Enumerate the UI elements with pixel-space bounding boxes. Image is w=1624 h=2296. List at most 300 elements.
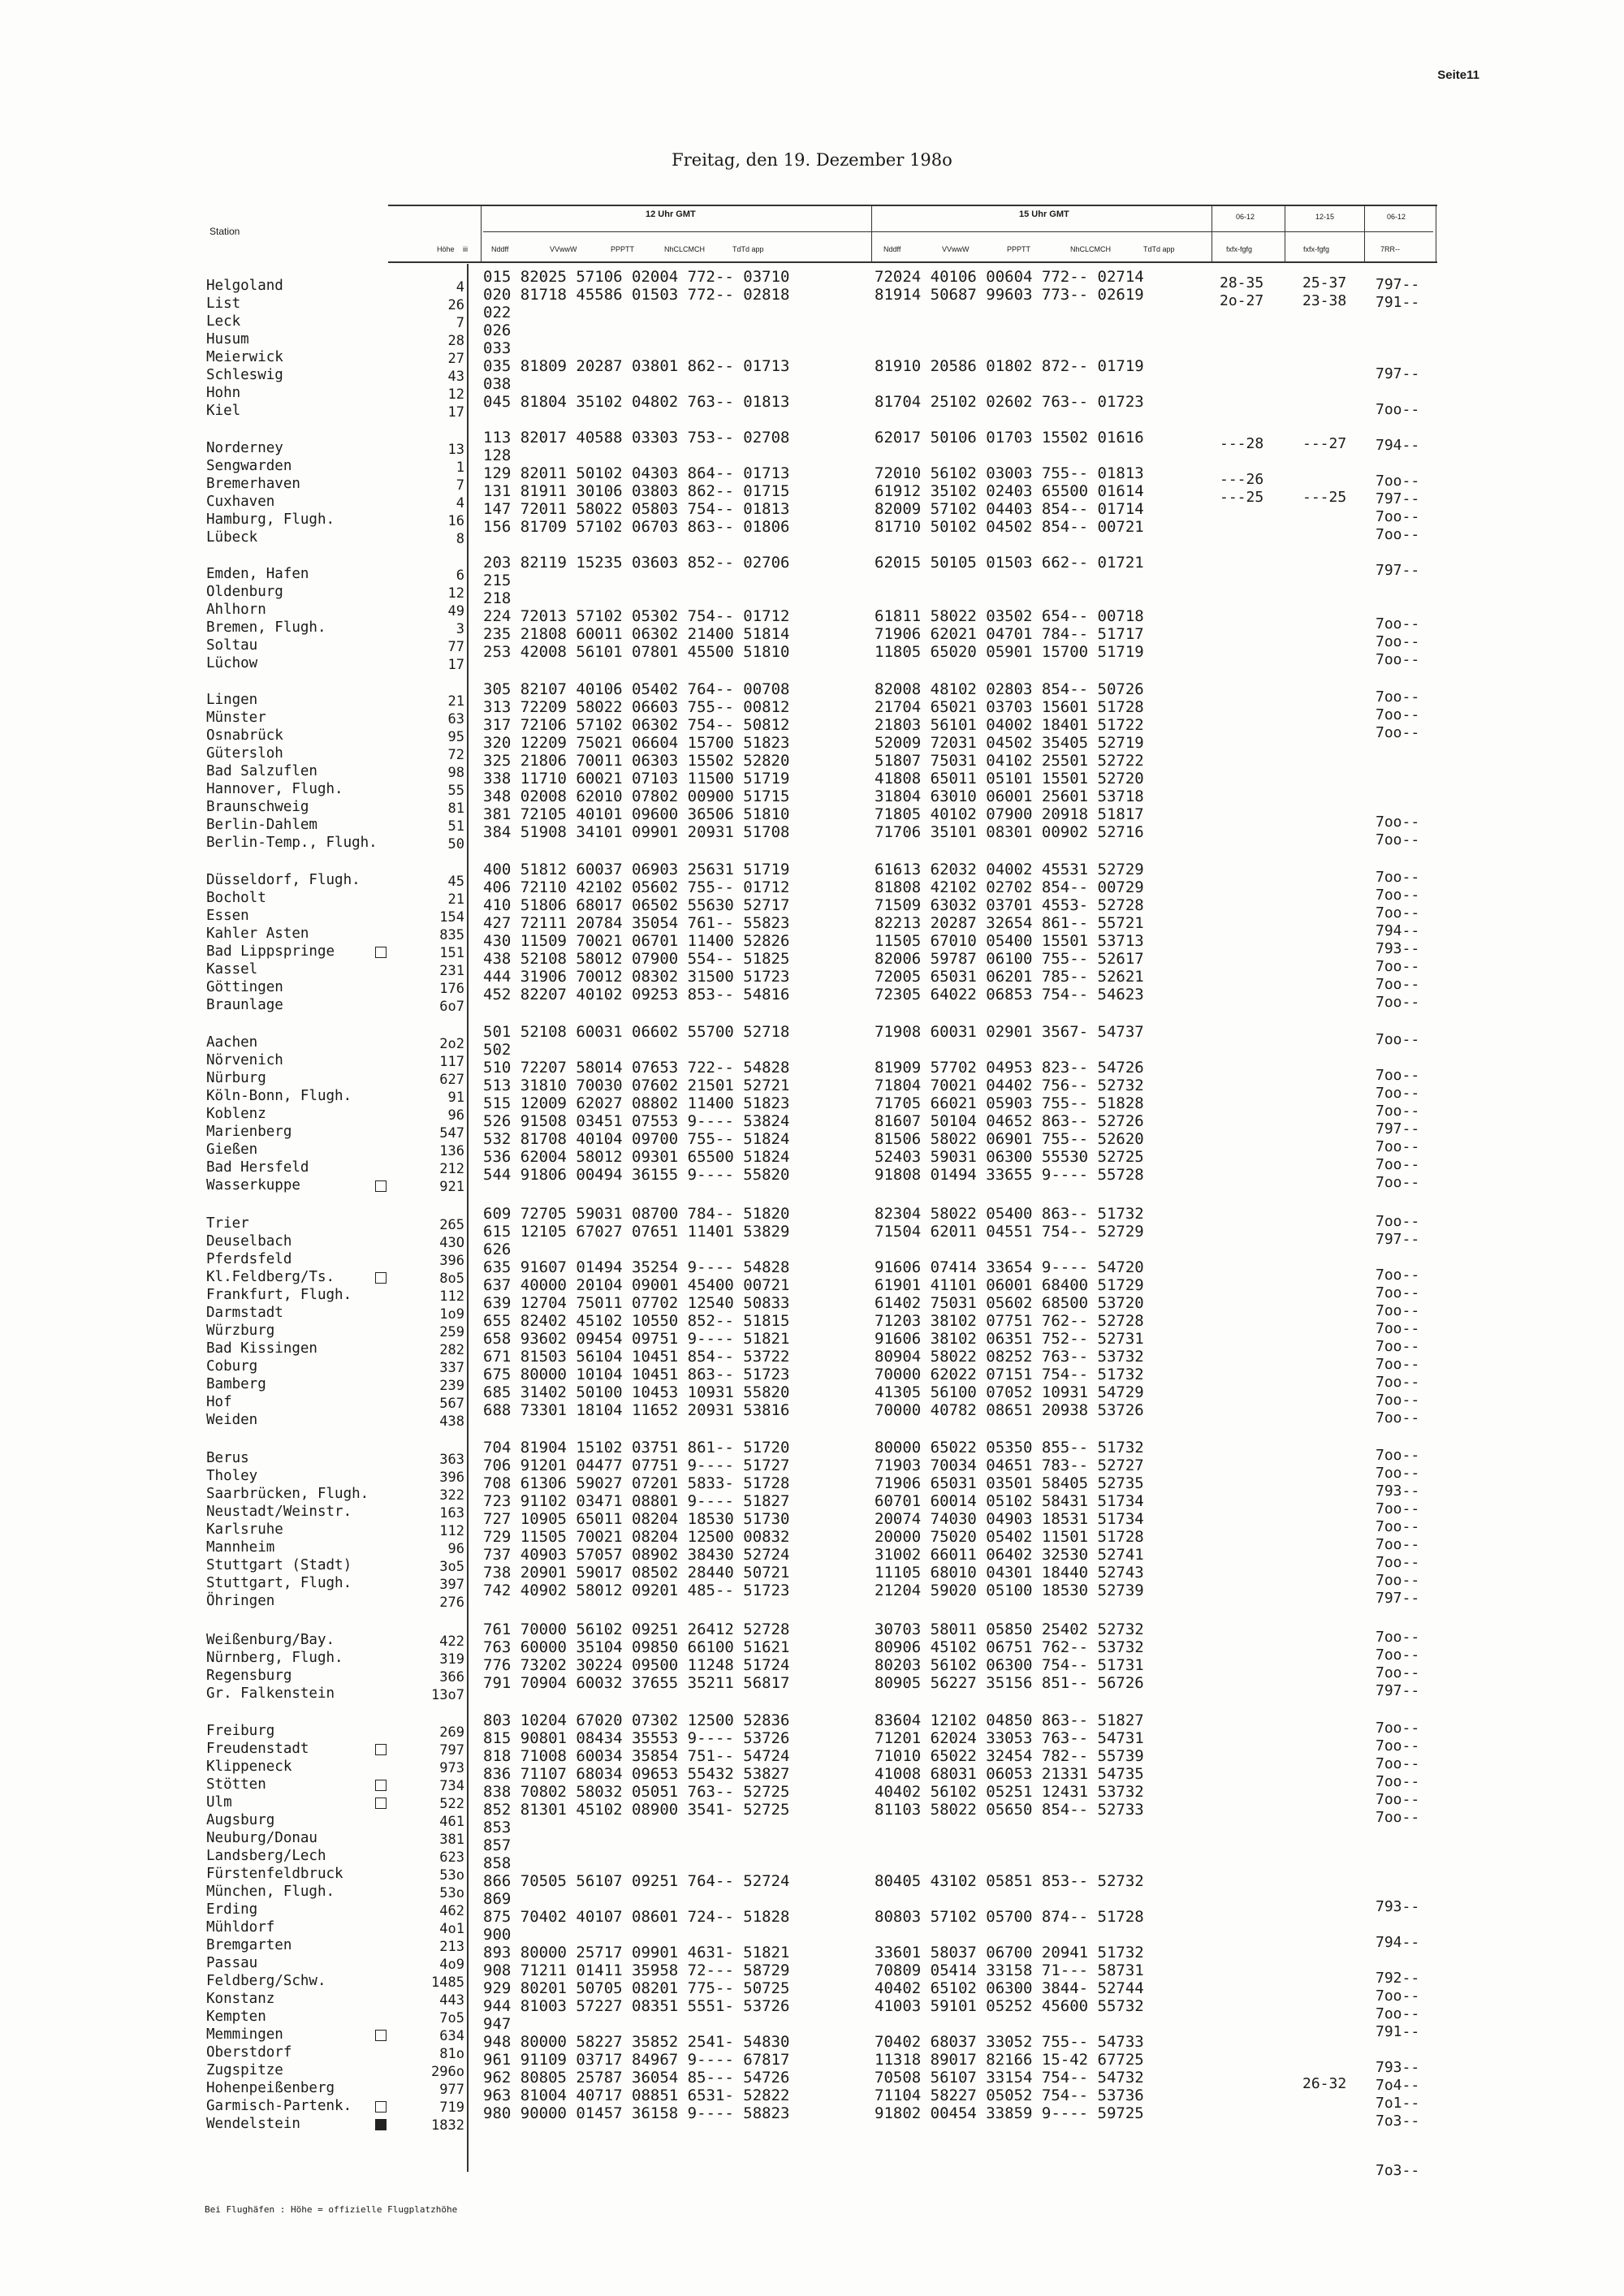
obs-12-utc: 908 71211 01411 35958 72--- 58729 xyxy=(483,1962,790,1979)
precip-code: 7oo-- xyxy=(1376,1213,1420,1230)
page-number: Seite11 xyxy=(1437,68,1479,82)
obs-15-utc: 51807 75031 04102 25501 52722 xyxy=(875,752,1144,770)
obs-12-utc: 947 xyxy=(483,2015,512,2033)
obs-12-utc: 203 82119 15235 03603 852-- 02706 xyxy=(483,554,790,572)
obs-15-utc: 91802 00454 33859 9---- 59725 xyxy=(875,2104,1144,2122)
obs-12-utc: 658 93602 09454 09751 9---- 51821 xyxy=(483,1330,790,1348)
gust-12-15: 25-37 xyxy=(1302,274,1347,291)
station-name: Konstanz xyxy=(206,1991,275,2007)
station-height: 53o xyxy=(439,1867,464,1884)
station-name: Husum xyxy=(206,331,249,347)
obs-12-utc: 400 51812 60037 06903 25631 51719 xyxy=(483,861,790,878)
obs-12-utc: 305 82107 40106 05402 764-- 00708 xyxy=(483,680,790,698)
station-name: Bad Lippspringe xyxy=(206,943,335,960)
station-height: 13o7 xyxy=(431,1687,464,1703)
obs-12-utc: 675 80000 10104 10451 863-- 51723 xyxy=(483,1366,790,1383)
obs-15-utc: 82008 48102 02803 854-- 50726 xyxy=(875,680,1144,698)
mountain-station-icon xyxy=(375,2101,387,2113)
obs-12-utc: 410 51806 68017 06502 55630 52717 xyxy=(483,896,790,914)
obs-15-utc: 80906 45102 06751 762-- 53732 xyxy=(875,1638,1144,1656)
station-name: Berlin-Temp., Flugh. xyxy=(206,835,378,851)
obs-12-utc: 427 72111 20784 35054 761-- 55823 xyxy=(483,914,790,932)
station-height: 21 xyxy=(447,891,464,908)
mountain-station-icon xyxy=(375,1272,387,1284)
mountain-station-icon xyxy=(375,1798,387,1809)
obs-15-utc: 40402 65102 06300 3844- 52744 xyxy=(875,1979,1144,1997)
obs-15-utc: 52009 72031 04502 35405 52719 xyxy=(875,734,1144,752)
station-height: 17 xyxy=(447,404,464,421)
obs-12-utc: 803 10204 67020 07302 12500 52836 xyxy=(483,1711,790,1729)
station-height: 81 xyxy=(447,801,464,817)
station-name: Berus xyxy=(206,1450,249,1466)
precip-code: 7oo-- xyxy=(1376,831,1420,848)
station-height: 231 xyxy=(439,963,464,979)
header-ppptt: PPPTT xyxy=(611,245,635,253)
gust-06-12: ---25 xyxy=(1220,489,1264,506)
station-name: Aachen xyxy=(206,1034,258,1051)
precip-code: 7oo-- xyxy=(1376,1320,1420,1337)
mountain-station-icon xyxy=(375,2119,387,2130)
station-height: 213 xyxy=(439,1939,464,1955)
station-name: Wasserkuppe xyxy=(206,1177,300,1193)
precip-code: 7oo-- xyxy=(1376,508,1420,525)
station-height: 322 xyxy=(439,1487,464,1504)
precip-code: 7oo-- xyxy=(1376,1392,1420,1409)
station-height: 154 xyxy=(439,909,464,926)
precip-code: 7oo-- xyxy=(1376,1447,1420,1464)
station-height: 397 xyxy=(439,1577,464,1593)
obs-12-utc: 338 11710 60021 07103 11500 51719 xyxy=(483,770,790,788)
station-height: 7 xyxy=(456,315,464,331)
obs-12-utc: 113 82017 40588 03303 753-- 02708 xyxy=(483,429,790,447)
obs-12-utc: 513 31810 70030 07602 21501 52721 xyxy=(483,1077,790,1094)
station-height: 1o9 xyxy=(439,1306,464,1323)
station-name: Nürburg xyxy=(206,1070,266,1086)
station-name: Garmisch-Partenk. xyxy=(206,2098,352,2114)
precip-code: 7oo-- xyxy=(1376,904,1420,921)
precip-code: 791-- xyxy=(1376,294,1420,311)
station-name: Bocholt xyxy=(206,890,266,906)
header-top-rule xyxy=(388,205,1437,206)
station-height: 835 xyxy=(439,927,464,943)
header-mid-rule xyxy=(483,231,1433,232)
obs-15-utc: 31002 66011 06402 32530 52741 xyxy=(875,1546,1144,1564)
station-name: Weiden xyxy=(206,1412,258,1428)
obs-15-utc: 71805 40102 07900 20918 51817 xyxy=(875,805,1144,823)
station-height: 363 xyxy=(439,1452,464,1468)
obs-15-utc: 40402 56102 05251 12431 53732 xyxy=(875,1783,1144,1801)
station-height: 3o5 xyxy=(439,1559,464,1575)
height-column-rule xyxy=(467,264,469,2172)
station-height: 4o9 xyxy=(439,1957,464,1973)
station-name: München, Flugh. xyxy=(206,1884,335,1900)
station-name: Freiburg xyxy=(206,1723,275,1739)
station-name: Osnabrück xyxy=(206,727,283,744)
precip-code: 7oo-- xyxy=(1376,1987,1420,2005)
precip-code: 7oo-- xyxy=(1376,1067,1420,1084)
obs-15-utc: 71804 70021 04402 756-- 52732 xyxy=(875,1077,1144,1094)
obs-12-utc: 852 81301 45102 08900 3541- 52725 xyxy=(483,1801,790,1819)
precip-code: 797-- xyxy=(1376,276,1420,293)
station-name: Braunlage xyxy=(206,997,283,1013)
obs-12-utc: 948 80000 58227 35852 2541- 54830 xyxy=(483,2033,790,2051)
precip-code: 7o3-- xyxy=(1376,2113,1420,2130)
station-name: Düsseldorf, Flugh. xyxy=(206,872,361,888)
station-name: Stötten xyxy=(206,1776,266,1793)
obs-15-utc: 81808 42102 02702 854-- 00729 xyxy=(875,878,1144,896)
obs-15-utc: 71104 58227 05052 754-- 53736 xyxy=(875,2087,1144,2104)
obs-12-utc: 020 81718 45586 01503 772-- 02818 xyxy=(483,286,790,304)
col-sep xyxy=(481,205,482,261)
precip-code: 7oo-- xyxy=(1376,473,1420,490)
station-name: Stuttgart (Stadt) xyxy=(206,1557,352,1573)
station-height: 1485 xyxy=(431,1974,464,1991)
station-height: 6 xyxy=(456,568,464,584)
station-name: Münster xyxy=(206,710,266,726)
obs-12-utc: 858 xyxy=(483,1854,512,1872)
station-height: 77 xyxy=(447,639,464,655)
station-height: 438 xyxy=(439,1413,464,1430)
station-height: 4o1 xyxy=(439,1921,464,1937)
obs-12-utc: 869 xyxy=(483,1890,512,1908)
station-height: 27 xyxy=(447,351,464,367)
col-sep xyxy=(1364,205,1365,261)
station-name: Kl.Feldberg/Ts. xyxy=(206,1269,335,1285)
obs-12-utc: 962 80805 25787 36054 85--- 54726 xyxy=(483,2069,790,2087)
station-height: 16 xyxy=(447,513,464,529)
station-height: 112 xyxy=(439,1288,464,1305)
station-height: 381 xyxy=(439,1832,464,1848)
station-name: Cuxhaven xyxy=(206,494,275,510)
precip-code: 7oo-- xyxy=(1376,1409,1420,1426)
obs-15-utc: 71203 38102 07751 762-- 52728 xyxy=(875,1312,1144,1330)
station-height: 443 xyxy=(439,1992,464,2009)
obs-12-utc: 045 81804 35102 04802 763-- 01813 xyxy=(483,393,790,411)
station-name: Koblenz xyxy=(206,1106,266,1122)
obs-12-utc: 688 73301 18104 11652 20931 53816 xyxy=(483,1401,790,1419)
station-height: 81o xyxy=(439,2046,464,2062)
station-name: Sengwarden xyxy=(206,458,292,474)
station-name: Bad Kissingen xyxy=(206,1340,317,1357)
gust-12-15: ---25 xyxy=(1302,489,1347,506)
station-name: Leck xyxy=(206,313,241,330)
precip-code: 7oo-- xyxy=(1376,1554,1420,1571)
station-height: 45 xyxy=(447,874,464,890)
station-name: Weißenburg/Bay. xyxy=(206,1632,335,1648)
station-height: 319 xyxy=(439,1651,464,1668)
station-name: Ahlhorn xyxy=(206,602,266,618)
station-height: 136 xyxy=(439,1143,464,1159)
obs-12-utc: 857 xyxy=(483,1836,512,1854)
station-height: 4 xyxy=(456,279,464,296)
obs-15-utc: 61811 58022 03502 654-- 00718 xyxy=(875,607,1144,625)
header-period-2: 12-15 xyxy=(1315,213,1335,221)
station-height: 51 xyxy=(447,818,464,835)
obs-15-utc: 71908 60031 02901 3567- 54737 xyxy=(875,1023,1144,1041)
precip-code: 7oo-- xyxy=(1376,1356,1420,1373)
obs-12-utc: 723 91102 03471 08801 9---- 51827 xyxy=(483,1492,790,1510)
station-name: Norderney xyxy=(206,440,283,456)
obs-15-utc: 11318 89017 82166 15-42 67725 xyxy=(875,2051,1144,2069)
station-name: Regensburg xyxy=(206,1668,292,1684)
station-height: 112 xyxy=(439,1523,464,1539)
obs-15-utc: 31804 63010 06001 25601 53718 xyxy=(875,788,1144,805)
header-bottom-rule xyxy=(388,261,1437,263)
obs-12-utc: 944 81003 57227 08351 5551- 53726 xyxy=(483,1997,790,2015)
obs-12-utc: 129 82011 50102 04303 864-- 01713 xyxy=(483,464,790,482)
station-name: Kassel xyxy=(206,961,258,978)
station-name: Essen xyxy=(206,908,249,924)
obs-12-utc: 815 90801 08434 35553 9---- 53726 xyxy=(483,1729,790,1747)
station-height: 96 xyxy=(447,1541,464,1557)
header-12-uhr: 12 Uhr GMT xyxy=(646,209,696,219)
obs-12-utc: 818 71008 60034 35854 751-- 54724 xyxy=(483,1747,790,1765)
precip-code: 797-- xyxy=(1376,490,1420,507)
precip-code: 7oo-- xyxy=(1376,1737,1420,1754)
station-name: Emden, Hafen xyxy=(206,566,309,582)
station-name: Darmstadt xyxy=(206,1305,283,1321)
obs-12-utc: 929 80201 50705 08201 775-- 50725 xyxy=(483,1979,790,1997)
obs-12-utc: 706 91201 04477 07751 9---- 51727 xyxy=(483,1457,790,1474)
station-height: 117 xyxy=(439,1054,464,1070)
gust-06-12: 2o-27 xyxy=(1220,292,1264,309)
station-height: 396 xyxy=(439,1253,464,1269)
obs-12-utc: 128 xyxy=(483,447,512,464)
station-name: Deuselbach xyxy=(206,1233,292,1249)
obs-15-utc: 81103 58022 05650 854-- 52733 xyxy=(875,1801,1144,1819)
obs-15-utc: 81607 50104 04652 863-- 52726 xyxy=(875,1112,1144,1130)
footnote: Bei Flughäfen : Höhe = offizielle Flugplatzhöhe xyxy=(205,2204,458,2215)
station-height: 977 xyxy=(439,2082,464,2098)
obs-15-utc: 91606 07414 33654 9---- 54720 xyxy=(875,1258,1144,1276)
obs-12-utc: 384 51908 34101 09901 20931 51708 xyxy=(483,823,790,841)
precip-code: 7oo-- xyxy=(1376,1755,1420,1772)
station-height: 21 xyxy=(447,693,464,710)
header-period-1: 06-12 xyxy=(1236,213,1255,221)
obs-15-utc: 41808 65011 05101 15501 52720 xyxy=(875,770,1144,788)
obs-15-utc: 71010 65022 32454 782-- 55739 xyxy=(875,1747,1144,1765)
station-height: 623 xyxy=(439,1849,464,1866)
header-hoehe: Höhe xyxy=(437,245,455,253)
obs-12-utc: 320 12209 75021 06604 15700 51823 xyxy=(483,734,790,752)
mountain-station-icon xyxy=(375,947,387,958)
obs-15-utc: 71201 62024 33053 763-- 54731 xyxy=(875,1729,1144,1747)
station-name: Neustadt/Weinstr. xyxy=(206,1504,352,1520)
station-height: 462 xyxy=(439,1903,464,1919)
station-height: 719 xyxy=(439,2100,464,2116)
obs-12-utc: 980 90000 01457 36158 9---- 58823 xyxy=(483,2104,790,2122)
precip-code: 794-- xyxy=(1376,437,1420,454)
station-name: Coburg xyxy=(206,1358,258,1375)
obs-12-utc: 536 62004 58012 09301 65500 51824 xyxy=(483,1148,790,1166)
precip-code: 7oo-- xyxy=(1376,1284,1420,1301)
obs-15-utc: 41003 59101 05252 45600 55732 xyxy=(875,1997,1144,2015)
precip-code: 7oo-- xyxy=(1376,1500,1420,1517)
mountain-station-icon xyxy=(375,1744,387,1755)
precip-code: 797-- xyxy=(1376,365,1420,382)
station-name: Hohn xyxy=(206,385,241,401)
station-name: Hannover, Flugh. xyxy=(206,781,343,797)
station-name: Freudenstadt xyxy=(206,1741,309,1757)
station-height: 49 xyxy=(447,603,464,619)
station-name: Bamberg xyxy=(206,1376,266,1392)
station-height: 4ЗО xyxy=(439,1235,464,1251)
station-name: Hohenpeißenberg xyxy=(206,2080,335,2096)
station-height: 7 xyxy=(456,477,464,494)
obs-15-utc: 81710 50102 04502 854-- 00721 xyxy=(875,518,1144,536)
header-sub-1: fxfx-fgfg xyxy=(1226,245,1253,253)
obs-15-utc: 91808 01494 33655 9---- 55728 xyxy=(875,1166,1144,1184)
obs-15-utc: 91606 38102 06351 752-- 52731 xyxy=(875,1330,1144,1348)
col-sep xyxy=(871,205,872,261)
obs-12-utc: 438 52108 58012 07900 554-- 51825 xyxy=(483,950,790,968)
station-name: Lübeck xyxy=(206,529,258,546)
station-height: 366 xyxy=(439,1669,464,1685)
precip-code: 7o4-- xyxy=(1376,2077,1420,2094)
obs-12-utc: 033 xyxy=(483,339,512,357)
station-height: 396 xyxy=(439,1470,464,1486)
station-height: 50 xyxy=(447,836,464,852)
station-name: Köln-Bonn, Flugh. xyxy=(206,1088,352,1104)
obs-15-utc: 11505 67010 05400 15501 53713 xyxy=(875,932,1144,950)
header-td-15: TdTd app xyxy=(1143,245,1175,253)
station-name: Meierwick xyxy=(206,349,283,365)
precip-code: 797-- xyxy=(1376,562,1420,579)
obs-15-utc: 71906 62021 04701 784-- 51717 xyxy=(875,625,1144,643)
station-height: 634 xyxy=(439,2028,464,2044)
precip-code: 797-- xyxy=(1376,1120,1420,1137)
precip-code: 7oo-- xyxy=(1376,1646,1420,1664)
station-name: Wendelstein xyxy=(206,2116,300,2132)
obs-12-utc: 317 72106 57102 06302 754-- 50812 xyxy=(483,716,790,734)
precip-code: 7oo-- xyxy=(1376,1338,1420,1355)
obs-12-utc: 131 81911 30106 03803 862-- 01715 xyxy=(483,482,790,500)
obs-12-utc: 875 70402 40107 08601 724-- 51828 xyxy=(483,1908,790,1926)
precip-code: 797-- xyxy=(1376,1682,1420,1699)
obs-12-utc: 532 81708 40104 09700 755-- 51824 xyxy=(483,1130,790,1148)
precip-code: 7oo-- xyxy=(1376,1138,1420,1155)
obs-12-utc: 609 72705 59031 08700 784-- 51820 xyxy=(483,1205,790,1223)
station-height: 259 xyxy=(439,1324,464,1340)
station-name: Erding xyxy=(206,1901,258,1918)
obs-15-utc: 71906 65031 03501 58405 52735 xyxy=(875,1474,1144,1492)
station-name: Fürstenfeldbruck xyxy=(206,1866,343,1882)
station-height: 63 xyxy=(447,711,464,727)
obs-12-utc: 215 xyxy=(483,572,512,589)
station-name: Braunschweig xyxy=(206,799,309,815)
obs-12-utc: 526 91508 03451 07553 9---- 53824 xyxy=(483,1112,790,1130)
station-height: 98 xyxy=(447,765,464,781)
station-height: 282 xyxy=(439,1342,464,1358)
precip-code: 7oo-- xyxy=(1376,615,1420,632)
obs-15-utc: 82304 58022 05400 863-- 51732 xyxy=(875,1205,1144,1223)
obs-12-utc: 544 91806 00494 36155 9---- 55820 xyxy=(483,1166,790,1184)
obs-15-utc: 80803 57102 05700 874-- 51728 xyxy=(875,1908,1144,1926)
precip-code: 7oo-- xyxy=(1376,976,1420,993)
obs-15-utc: 72305 64022 06853 754-- 54623 xyxy=(875,986,1144,1003)
gust-06-12: 28-35 xyxy=(1220,274,1264,291)
obs-15-utc: 70000 40782 08651 20938 53726 xyxy=(875,1401,1144,1419)
header-sub-2: fxfx-fgfg xyxy=(1303,245,1330,253)
station-name: List xyxy=(206,296,241,312)
station-height: 522 xyxy=(439,1796,464,1812)
station-name: Lüchow xyxy=(206,655,258,671)
station-name: Mannheim xyxy=(206,1539,275,1556)
station-name: Frankfurt, Flugh. xyxy=(206,1287,352,1303)
station-name: Passau xyxy=(206,1955,258,1971)
precip-code: 793-- xyxy=(1376,1898,1420,1915)
precip-code: 7oo-- xyxy=(1376,1267,1420,1284)
station-height: 1 xyxy=(456,460,464,476)
station-name: Saarbrücken, Flugh. xyxy=(206,1486,369,1502)
station-height: 6o7 xyxy=(439,999,464,1015)
precip-code: 7oo-- xyxy=(1376,633,1420,650)
obs-15-utc: 80203 56102 06300 754-- 51731 xyxy=(875,1656,1144,1674)
obs-15-utc: 80000 65022 05350 855-- 51732 xyxy=(875,1439,1144,1457)
station-name: Karlsruhe xyxy=(206,1521,283,1538)
station-height: 239 xyxy=(439,1378,464,1394)
station-name: Bad Salzuflen xyxy=(206,763,317,779)
obs-15-utc: 62015 50105 01503 662-- 01721 xyxy=(875,554,1144,572)
station-name: Oberstdorf xyxy=(206,2044,292,2061)
obs-12-utc: 685 31402 50100 10453 10931 55820 xyxy=(483,1383,790,1401)
header-iii: iii xyxy=(463,245,468,253)
obs-12-utc: 430 11509 70021 06701 11400 52826 xyxy=(483,932,790,950)
precip-code: 791-- xyxy=(1376,2023,1420,2040)
obs-12-utc: 742 40902 58012 09201 485-- 51723 xyxy=(483,1582,790,1599)
obs-12-utc: 406 72110 42102 05602 755-- 01712 xyxy=(483,878,790,896)
obs-12-utc: 900 xyxy=(483,1926,512,1944)
precip-code: 7oo-- xyxy=(1376,1572,1420,1589)
obs-15-utc: 72024 40106 00604 772-- 02714 xyxy=(875,268,1144,286)
obs-12-utc: 313 72209 58022 06603 755-- 00812 xyxy=(483,698,790,716)
station-height: 96 xyxy=(447,1107,464,1124)
station-name: Hamburg, Flugh. xyxy=(206,511,335,528)
station-name: Ulm xyxy=(206,1794,232,1810)
station-height: 627 xyxy=(439,1072,464,1088)
obs-15-utc: 20074 74030 04903 18531 51734 xyxy=(875,1510,1144,1528)
precip-code: 7oo-- xyxy=(1376,2005,1420,2022)
obs-12-utc: 015 82025 57106 02004 772-- 03710 xyxy=(483,268,790,286)
obs-15-utc: 41008 68031 06053 21331 54735 xyxy=(875,1765,1144,1783)
station-name: Neuburg/Donau xyxy=(206,1830,317,1846)
page-title: Freitag, den 19. Dezember 198o xyxy=(672,150,952,170)
obs-15-utc: 62017 50106 01703 15502 01616 xyxy=(875,429,1144,447)
station-name: Bremgarten xyxy=(206,1937,292,1953)
station-name: Nörvenich xyxy=(206,1052,283,1068)
precip-code: 7o1-- xyxy=(1376,2095,1420,2112)
station-name: Kahler Asten xyxy=(206,926,309,942)
header-15-uhr: 15 Uhr GMT xyxy=(1019,209,1069,219)
station-name: Memmingen xyxy=(206,2026,283,2043)
obs-12-utc: 022 xyxy=(483,304,512,322)
station-height: 973 xyxy=(439,1760,464,1776)
station-name: Stuttgart, Flugh. xyxy=(206,1575,352,1591)
obs-15-utc: 61613 62032 04002 45531 52729 xyxy=(875,861,1144,878)
obs-15-utc: 80905 56227 35156 851-- 56726 xyxy=(875,1674,1144,1692)
station-name: Gießen xyxy=(206,1142,258,1158)
obs-12-utc: 727 10905 65011 08204 18530 51730 xyxy=(483,1510,790,1528)
obs-15-utc: 61901 41101 06001 68400 51729 xyxy=(875,1276,1144,1294)
obs-15-utc: 71903 70034 04651 783-- 52727 xyxy=(875,1457,1144,1474)
obs-15-utc: 81910 20586 01802 872-- 01719 xyxy=(875,357,1144,375)
station-height: 567 xyxy=(439,1396,464,1412)
obs-12-utc: 761 70000 56102 09251 26412 52728 xyxy=(483,1621,790,1638)
obs-12-utc: 737 40903 57057 08902 38430 52724 xyxy=(483,1546,790,1564)
precip-code: 7oo-- xyxy=(1376,688,1420,706)
precip-code: 7oo-- xyxy=(1376,814,1420,831)
obs-12-utc: 893 80000 25717 09901 4631- 51821 xyxy=(483,1944,790,1962)
